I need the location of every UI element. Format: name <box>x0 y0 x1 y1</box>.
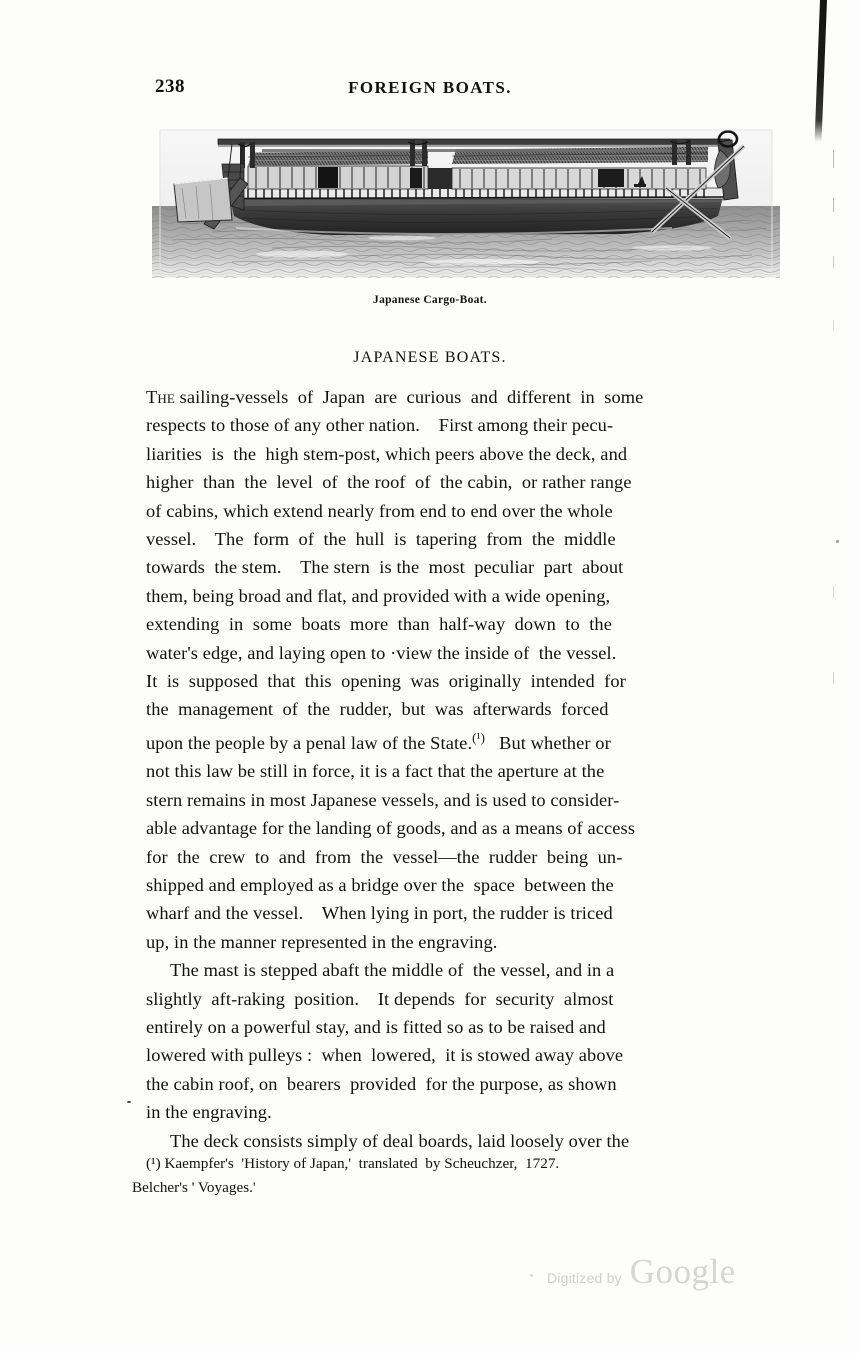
text-line: entirely on a powerful stay, and is fitted so as to be raised and <box>146 1017 606 1038</box>
boat-illustration-svg <box>152 128 780 278</box>
paragraph <box>146 383 790 956</box>
text-line: shipped and employed as a bridge over the space between the <box>146 875 614 896</box>
scan-edge-dash <box>833 586 834 598</box>
text-line: them, being broad and flat, and provided with a wide opening, <box>146 585 611 606</box>
text-line: able advantage for the landing of goods, and as a means of access <box>146 818 636 839</box>
text-line: lowered with pulleys : when lowered, it is stowed away above <box>146 1045 624 1066</box>
text-line: The deck consists simply of deal boards, laid loosely over the <box>170 1130 630 1151</box>
text-line: up, in the manner represented in the engraving. <box>146 931 498 952</box>
text-line <box>146 383 790 411</box>
scan-edge-shadow <box>815 0 827 142</box>
text-line: of cabins, which extend nearly from end to end over the whole <box>146 500 613 521</box>
page-number: 238 <box>155 76 185 97</box>
digitized-by-google-watermark <box>530 1252 736 1292</box>
footnote-block <box>132 1152 792 1200</box>
text-run: But whether or <box>485 733 611 753</box>
footnote-reference-marker[interactable]: (¹) <box>472 729 485 745</box>
text-line: the cabin roof, on bearers provided for the purpose, as shown <box>146 1073 617 1094</box>
scan-speck <box>127 1101 131 1103</box>
watermark-prefix: Digitized by <box>547 1270 622 1286</box>
text-line: wharf and the vessel. When lying in port, the rudder is triced <box>146 903 613 924</box>
text-line: water's edge, and laying open to ·view the inside of the vessel. <box>146 642 617 663</box>
text-line: vessel. The form of the hull is tapering from the middle <box>146 529 616 550</box>
scan-edge-dash <box>833 198 834 212</box>
scan-edge-dash <box>833 150 834 168</box>
text-line: respects to those of any other nation. First among their pecu- <box>146 415 614 436</box>
text-line: in the engraving. <box>146 1102 272 1123</box>
scan-edge-dash <box>833 256 834 268</box>
footnote-line: (¹) Kaempfer's 'History of Japan,' translated by Scheuchzer, 1727. <box>146 1155 560 1172</box>
text-run: sailing-vessels of Japan are curious and different in some <box>174 387 644 407</box>
paragraph <box>146 956 790 1126</box>
scan-speck <box>836 540 839 543</box>
japanese-cargo-boat-engraving <box>152 128 780 278</box>
text-line-with-footnote-ref <box>146 724 790 758</box>
body-text <box>146 383 790 1155</box>
text-line: stern remains in most Japanese vessels, and is used to consider- <box>146 789 620 810</box>
scan-edge-dash <box>833 672 834 684</box>
text-line: slightly aft-raking position. It depends for security almost <box>146 988 614 1009</box>
text-line: the management of the rudder, but was afterwards forced <box>146 699 609 720</box>
footnote-line: Belcher's ' Voyages.' <box>132 1179 256 1196</box>
figure-caption: Japanese Cargo-Boat. <box>373 294 487 306</box>
text-line: for the crew to and from the vessel—the rudder being un- <box>146 846 623 867</box>
text-line: towards the stem. The stern is the most peculiar part about <box>146 557 624 578</box>
text-line: The mast is stepped abaft the middle of the vessel, and in a <box>170 960 615 981</box>
text-line: It is supposed that this opening was originally intended for <box>146 671 626 692</box>
deck-gallery <box>232 188 724 199</box>
text-run: upon the people by a penal law of the State. <box>146 733 473 753</box>
hull <box>230 194 724 235</box>
text-line: not this law be still in force, it is a fact that the aperture at the <box>146 761 605 782</box>
text-line: liarities is the high stem-post, which peers above the deck, and <box>146 443 628 464</box>
text-line: extending in some boats more than half-way down to the <box>146 614 612 635</box>
opening-smallcaps: The <box>146 387 175 407</box>
page-header <box>0 76 860 102</box>
text-line: higher than the level of the roof of the cabin, or rather range <box>146 472 632 493</box>
paragraph <box>146 1127 790 1155</box>
section-title: JAPANESE BOATS. <box>353 349 507 366</box>
google-logo-text: Google <box>629 1252 736 1291</box>
running-head: FOREIGN BOATS. <box>348 78 512 97</box>
scan-edge-dash <box>833 320 834 330</box>
watermark-dot <box>530 1274 533 1277</box>
